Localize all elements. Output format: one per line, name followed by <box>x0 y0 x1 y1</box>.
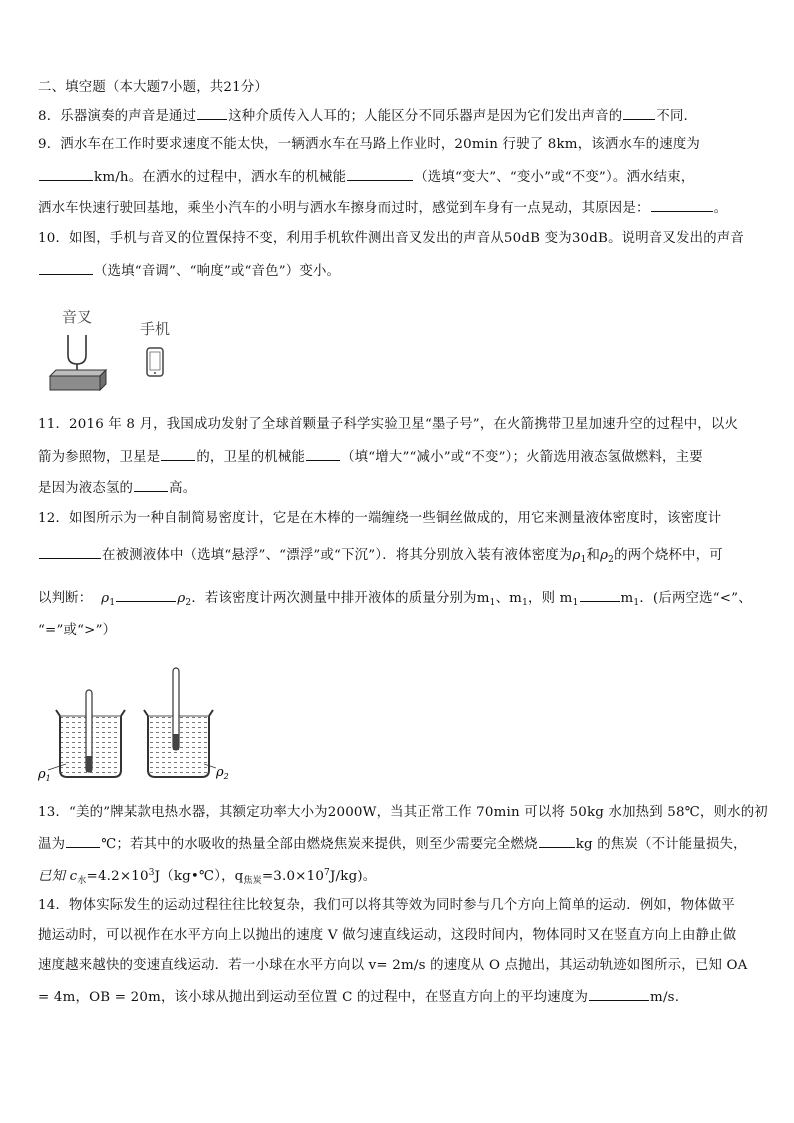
q9-blank-1[interactable] <box>39 167 93 181</box>
q8-blank-2[interactable] <box>623 106 655 120</box>
m-subscript: 1 <box>572 598 579 608</box>
q9-text-2b: （选填“变大”、“变小”或“不变”）。洒水结束， <box>414 170 695 185</box>
q11-text-3a: 是因为液态氢的 <box>38 481 134 496</box>
question-10-line-1: 10．如图，手机与音叉的位置保持不变，利用手机软件测出音叉发出的声音从50dB 变为30dB。说明音叉发出的声音 <box>38 231 744 246</box>
question-11-line-2 <box>38 447 703 467</box>
tuning-fork-label: 音叉 <box>62 308 93 326</box>
q9-text-3b: 。 <box>713 201 728 216</box>
q12-text-3f: ．(后两空选“<”、 <box>639 591 752 606</box>
m-subscript: 1 <box>633 598 640 608</box>
question-9-line-1: 9．洒水车在工作时要求速度不能太快，一辆洒水车在马路上作业时，20min 行驶了 8km，该洒水车的速度为 <box>38 137 701 152</box>
q12-text-2b: 和 <box>586 548 601 563</box>
q9-text-3a: 洒水车快速行驶回基地，乘坐小汽车的小明与洒水车擦身而过时，感觉到车身有一点晃动，其原因是： <box>38 201 650 216</box>
question-12-line-2 <box>38 545 723 569</box>
section-header: 二、填空题（本大题7小题，共21分） <box>38 80 269 95</box>
q11-blank-2[interactable] <box>306 447 340 461</box>
rho-subscript: 2 <box>608 555 615 565</box>
q8-blank-1[interactable] <box>197 106 227 120</box>
q13-blank-1[interactable] <box>66 834 100 848</box>
q13-sub-water: 水 <box>77 876 87 886</box>
q12-text-3b: ．若该密度计两次测量中排开液体的质量分别为m <box>191 591 490 606</box>
q11-text-2a: 箭为参照物，卫星是 <box>38 450 161 465</box>
wooden-base-icon <box>50 370 106 390</box>
q14-blank-1[interactable] <box>589 987 649 1001</box>
q11-blank-3[interactable] <box>134 478 168 492</box>
q13-text-3a: 已知 c <box>38 869 78 884</box>
q13-text-3i: J/kg)。 <box>329 869 377 884</box>
q13-text-2c: kg 的焦炭（不计能量损失， <box>575 837 747 852</box>
question-14-line-2: 抛运动时，可以视作在水平方向上以抛出的速度 V 做匀速直线运动，这段时间内，物体同时又在竖直方向上由静止做 <box>38 928 737 943</box>
q13-sub-coke: 焦炭 <box>243 876 262 886</box>
question-13-line-1: 13．“美的”牌某款电热水器，其额定功率大小为2000W，当其正常工作 70min 可以将 50kg 水加热到 58℃，则水的初 <box>38 805 768 820</box>
rho-symbol: ρ <box>177 591 186 606</box>
copper-wire-2-icon <box>173 734 179 750</box>
question-13-line-3 <box>38 864 376 890</box>
q11-blank-1[interactable] <box>161 447 195 461</box>
question-14-line-4 <box>38 987 679 1007</box>
q12-blank-1[interactable] <box>39 545 101 559</box>
q9-blank-2[interactable] <box>347 167 413 181</box>
phone-icon <box>147 348 163 376</box>
q13-text-3g: =3.0×10 <box>261 869 325 884</box>
q13-text-2a: 温为 <box>38 837 66 852</box>
q13-text-3e: J（kg•℃），q <box>154 869 244 884</box>
q14-text-4a: = 4m，OB = 20m，该小球从抛出到运动至位置 C 的过程中，在竖直方向上的平均速度为 <box>38 990 589 1005</box>
q12-text-2c: 的两个烧杯中，可 <box>614 548 723 563</box>
rho-subscript: 1 <box>109 598 116 608</box>
q12-text-3a: 以判断： <box>38 591 93 606</box>
q10-text-2: （选填“音调”、“响度”或“音色”）变小。 <box>94 264 341 279</box>
beaker-1-icon <box>56 690 125 777</box>
q11-text-2b: 的，卫星的机械能 <box>196 450 306 465</box>
q8-text-1: 8．乐器演奏的声音是通过 <box>38 109 197 124</box>
beaker-2-icon <box>144 668 213 777</box>
question-11-line-1: 11．2016 年 8 月，我国成功发射了全球首颗量子科学实验卫星“墨子号”，在火箭携带卫星加速升空的过程中，以火 <box>38 417 739 432</box>
question-9-line-2 <box>38 167 694 187</box>
question-14-line-1: 14．物体实际发生的运动过程往往比较复杂，我们可以将其等效为同时参与几个方向上简单的运动．例如，物体做平 <box>38 898 735 913</box>
q13-text-3c: =4.2×10 <box>86 869 149 884</box>
question-14-line-3: 速度越来越快的变速直线运动．若一小球在水平方向以 v= 2m/s 的速度从 O 点抛出，其运动轨迹如图所示，已知 OA <box>38 958 748 973</box>
q9-text-2a: km/h。在洒水的过程中，洒水车的机械能 <box>94 170 347 185</box>
question-8 <box>38 106 688 126</box>
phone-label: 手机 <box>140 320 171 338</box>
question-11-line-3 <box>38 478 196 498</box>
q12-text-3e: m <box>620 591 634 606</box>
rho-subscript: 2 <box>185 598 192 608</box>
m-subscript: 1 <box>489 598 496 608</box>
rho-subscript: 1 <box>580 555 587 565</box>
q8-text-2: 这种介质传入人耳的；人能区分不同乐器声是因为它们发出声音的 <box>228 109 623 124</box>
rho-symbol: ρ <box>101 591 110 606</box>
rho-symbol: ρ <box>600 548 609 563</box>
question-9-line-3 <box>38 198 727 218</box>
q11-text-2c: （填“增大”“减小”或“不变”）；火箭选用液态氢做燃料，主要 <box>341 450 703 465</box>
q10-blank-1[interactable] <box>39 261 93 275</box>
question-13-line-2 <box>38 834 747 854</box>
q8-text-3: 不同. <box>656 109 688 124</box>
question-10-line-2 <box>38 261 340 281</box>
q12-text-3c: 、m <box>495 591 523 606</box>
question-12-line-4: “=”或“>”） <box>38 623 117 638</box>
q11-text-3b: 高。 <box>169 481 197 496</box>
hydrometer-beakers-figure <box>36 660 236 785</box>
q13-blank-2[interactable] <box>539 834 575 848</box>
q13-sup-7: 7 <box>324 868 330 878</box>
rho1-label: $\rho_1$ <box>38 767 51 783</box>
rho2-label: $\rho_2$ <box>216 765 229 781</box>
q13-text-2b: ℃；若其中的水吸收的热量全部由燃烧焦炭来提供，则至少需要完全燃烧 <box>101 837 538 852</box>
q9-blank-3[interactable] <box>651 198 713 212</box>
question-12-line-3 <box>38 588 752 612</box>
q12-text-2a: 在被测液体中（选填“悬浮”、“漂浮”或“下沉”）．将其分别放入装有液体密度为 <box>102 548 573 563</box>
q14-text-4b: m/s. <box>650 990 680 1005</box>
copper-wire-1-icon <box>86 756 92 772</box>
q12-blank-2[interactable] <box>116 588 176 602</box>
tuning-fork-phone-figure <box>40 300 190 395</box>
m-subscript: 1 <box>522 598 529 608</box>
q12-text-3d: ，则 m <box>528 591 573 606</box>
q12-blank-3[interactable] <box>580 588 620 602</box>
q13-sup-3: 3 <box>148 868 155 878</box>
question-12-line-1: 12．如图所示为一种自制简易密度计，它是在木棒的一端缠绕一些铜丝做成的，用它来测量液体密度时，该密度计 <box>38 511 722 526</box>
rho-symbol: ρ <box>572 548 581 563</box>
